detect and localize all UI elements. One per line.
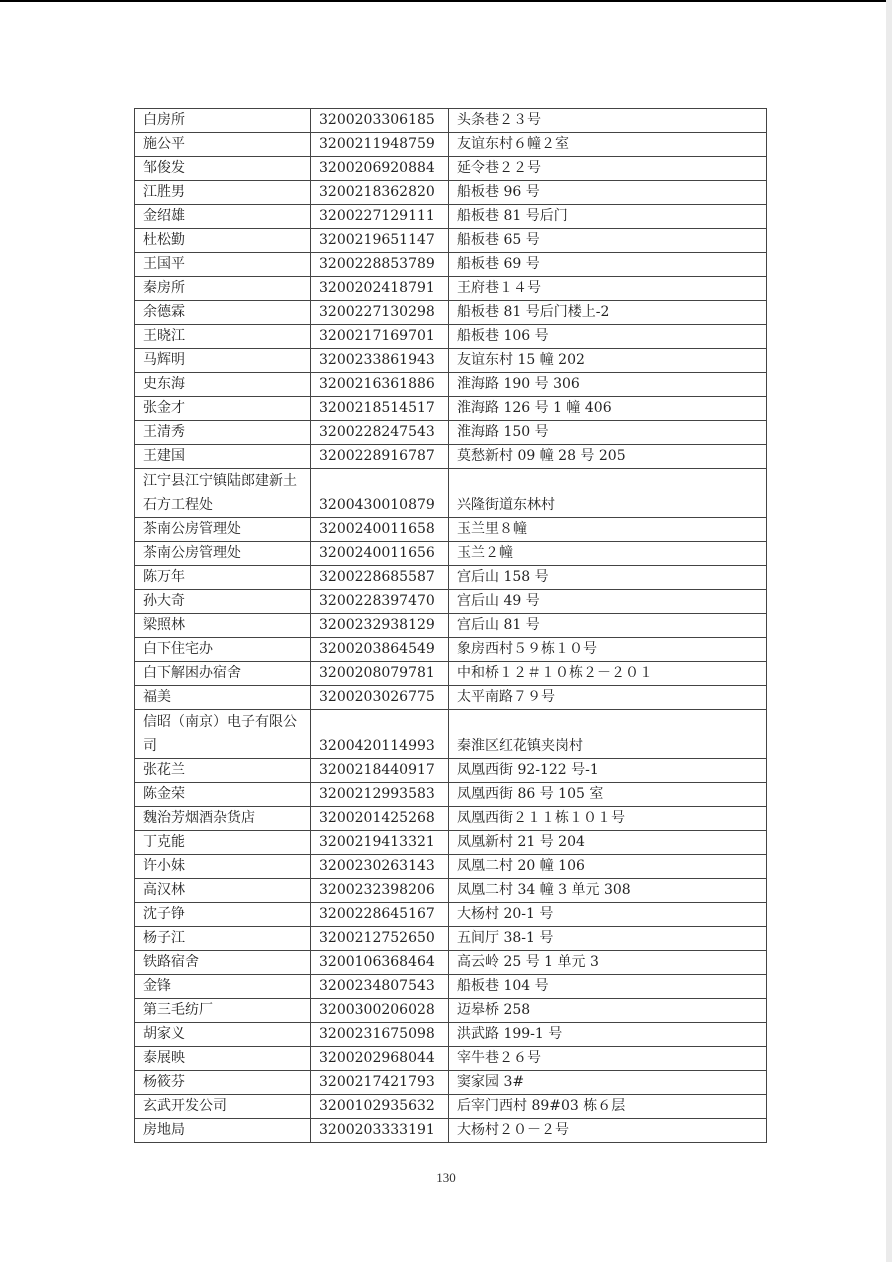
address-cell: 秦淮区红花镇夹岗村 <box>449 710 767 759</box>
address-cell: 五间厅 38-1 号 <box>449 927 767 951</box>
account-number-cell: 3200240011658 <box>311 518 449 542</box>
account-number-cell: 3200231675098 <box>311 1023 449 1047</box>
owner-name-cell: 茶南公房管理处 <box>135 518 311 542</box>
account-number-cell: 3200219651147 <box>311 229 449 253</box>
account-number-cell: 3200227129111 <box>311 205 449 229</box>
owner-name-cell: 金锋 <box>135 975 311 999</box>
owner-name-cell: 杨子江 <box>135 927 311 951</box>
table-row <box>135 879 767 903</box>
owner-name-cell: 王建国 <box>135 445 311 469</box>
address-cell: 凤凰西街 86 号 105 室 <box>449 783 767 807</box>
account-number-cell: 3200232938129 <box>311 614 449 638</box>
table-row <box>135 1023 767 1047</box>
account-number-cell: 3200106368464 <box>311 951 449 975</box>
address-cell: 高云岭 25 号 1 单元 3 <box>449 951 767 975</box>
owner-name-cell: 金绍雄 <box>135 205 311 229</box>
owner-name-cell: 泰展映 <box>135 1047 311 1071</box>
owner-name-cell: 白下解困办宿舍 <box>135 662 311 686</box>
table-row <box>135 759 767 783</box>
table-row <box>135 783 767 807</box>
account-number-cell: 3200420114993 <box>311 710 449 759</box>
records-table-body <box>135 109 767 1143</box>
table-row <box>135 807 767 831</box>
owner-name-cell: 梁照林 <box>135 614 311 638</box>
owner-name-cell: 邹俊发 <box>135 157 311 181</box>
owner-name-cell: 第三毛纺厂 <box>135 999 311 1023</box>
address-cell: 莫愁新村 09 幢 28 号 205 <box>449 445 767 469</box>
owner-name-cell: 陈金荣 <box>135 783 311 807</box>
table-row <box>135 951 767 975</box>
owner-name-cell: 张花兰 <box>135 759 311 783</box>
owner-name-cell: 玄武开发公司 <box>135 1095 311 1119</box>
account-number-cell: 3200230263143 <box>311 855 449 879</box>
table-row <box>135 181 767 205</box>
account-number-cell: 3200228645167 <box>311 903 449 927</box>
address-cell: 船板巷 104 号 <box>449 975 767 999</box>
owner-name-cell: 杨筱芬 <box>135 1071 311 1095</box>
owner-name-cell: 王国平 <box>135 253 311 277</box>
account-number-cell: 3200227130298 <box>311 301 449 325</box>
address-cell: 兴隆街道东林村 <box>449 469 767 518</box>
account-number-cell: 3200228397470 <box>311 590 449 614</box>
address-cell: 大杨村 20-1 号 <box>449 903 767 927</box>
address-cell: 玉兰２幢 <box>449 542 767 566</box>
table-row <box>135 229 767 253</box>
address-cell: 凤凰西街 92-122 号-1 <box>449 759 767 783</box>
table-row <box>135 157 767 181</box>
right-edge-shade <box>886 0 892 1262</box>
owner-name-cell: 余德霖 <box>135 301 311 325</box>
address-cell: 淮海路 126 号 1 幢 406 <box>449 397 767 421</box>
account-number-cell: 3200430010879 <box>311 469 449 518</box>
table-row <box>135 1119 767 1143</box>
address-cell: 船板巷 65 号 <box>449 229 767 253</box>
account-number-cell: 3200228853789 <box>311 253 449 277</box>
address-cell: 洪武路 199-1 号 <box>449 1023 767 1047</box>
account-number-cell: 3200211948759 <box>311 133 449 157</box>
account-number-cell: 3200218514517 <box>311 397 449 421</box>
table-row <box>135 542 767 566</box>
top-border-line <box>0 0 892 2</box>
address-cell: 凤凰新村 21 号 204 <box>449 831 767 855</box>
owner-name-cell: 杜松勤 <box>135 229 311 253</box>
table-row <box>135 109 767 133</box>
table-row <box>135 277 767 301</box>
owner-name-cell: 魏治芳烟酒杂货店 <box>135 807 311 831</box>
table-row <box>135 133 767 157</box>
table-row <box>135 638 767 662</box>
table-row <box>135 445 767 469</box>
owner-name-cell: 江胜男 <box>135 181 311 205</box>
owner-name-cell: 王清秀 <box>135 421 311 445</box>
table-row <box>135 710 767 759</box>
table-row <box>135 999 767 1023</box>
account-number-cell: 3200212752650 <box>311 927 449 951</box>
account-number-cell: 3200218362820 <box>311 181 449 205</box>
address-cell: 宫后山 81 号 <box>449 614 767 638</box>
owner-name-cell: 福美 <box>135 686 311 710</box>
address-cell: 后宰门西村 89#03 栋６层 <box>449 1095 767 1119</box>
owner-name-cell: 白下住宅办 <box>135 638 311 662</box>
address-cell: 凤凰二村 20 幢 106 <box>449 855 767 879</box>
account-number-cell: 3200228916787 <box>311 445 449 469</box>
account-number-cell: 3200234807543 <box>311 975 449 999</box>
address-cell: 宫后山 49 号 <box>449 590 767 614</box>
owner-name-cell: 铁路宿舍 <box>135 951 311 975</box>
account-number-cell: 3200218440917 <box>311 759 449 783</box>
account-number-cell: 3200233861943 <box>311 349 449 373</box>
owner-name-cell: 马辉明 <box>135 349 311 373</box>
account-number-cell: 3200203333191 <box>311 1119 449 1143</box>
address-cell: 船板巷 69 号 <box>449 253 767 277</box>
table-row <box>135 253 767 277</box>
owner-name-cell: 丁克能 <box>135 831 311 855</box>
owner-name-cell: 高汉林 <box>135 879 311 903</box>
table-row <box>135 831 767 855</box>
table-row <box>135 614 767 638</box>
table-row <box>135 662 767 686</box>
owner-name-cell: 王晓江 <box>135 325 311 349</box>
address-cell: 友谊东村 15 幢 202 <box>449 349 767 373</box>
address-cell: 凤凰西街２１１栋１０１号 <box>449 807 767 831</box>
table-row <box>135 590 767 614</box>
address-cell: 大杨村２０－２号 <box>449 1119 767 1143</box>
table-row <box>135 325 767 349</box>
account-number-cell: 3200102935632 <box>311 1095 449 1119</box>
table-row <box>135 1071 767 1095</box>
account-number-cell: 3200203306185 <box>311 109 449 133</box>
page-number: 130 <box>436 1170 456 1185</box>
owner-name-cell: 房地局 <box>135 1119 311 1143</box>
account-number-cell: 3200212993583 <box>311 783 449 807</box>
table-row <box>135 903 767 927</box>
address-cell: 窦家园 3# <box>449 1071 767 1095</box>
table-row <box>135 855 767 879</box>
address-cell: 迈皋桥 258 <box>449 999 767 1023</box>
account-number-cell: 3200217169701 <box>311 325 449 349</box>
table-row <box>135 397 767 421</box>
table-row <box>135 421 767 445</box>
table-row <box>135 975 767 999</box>
table-row <box>135 469 767 518</box>
owner-name-cell: 信昭（南京）电子有限公司 <box>135 710 311 759</box>
owner-name-cell: 沈子铮 <box>135 903 311 927</box>
account-number-cell: 3200206920884 <box>311 157 449 181</box>
address-cell: 太平南路７９号 <box>449 686 767 710</box>
account-number-cell: 3200232398206 <box>311 879 449 903</box>
account-number-cell: 3200203864549 <box>311 638 449 662</box>
address-cell: 中和桥１２＃１０栋２－２０１ <box>449 662 767 686</box>
address-cell: 头条巷２３号 <box>449 109 767 133</box>
owner-name-cell: 胡家义 <box>135 1023 311 1047</box>
table-row <box>135 566 767 590</box>
records-table <box>134 108 767 1143</box>
table-row <box>135 1095 767 1119</box>
account-number-cell: 3200203026775 <box>311 686 449 710</box>
owner-name-cell: 白房所 <box>135 109 311 133</box>
owner-name-cell: 茶南公房管理处 <box>135 542 311 566</box>
address-cell: 凤凰二村 34 幢 3 单元 308 <box>449 879 767 903</box>
owner-name-cell: 许小妹 <box>135 855 311 879</box>
owner-name-cell: 孙大奇 <box>135 590 311 614</box>
table-row <box>135 301 767 325</box>
table-row <box>135 349 767 373</box>
owner-name-cell: 江宁县江宁镇陆郎建新土石方工程处 <box>135 469 311 518</box>
address-cell: 友谊东村６幢２室 <box>449 133 767 157</box>
address-cell: 船板巷 81 号后门楼上-2 <box>449 301 767 325</box>
account-number-cell: 3200219413321 <box>311 831 449 855</box>
address-cell: 淮海路 190 号 306 <box>449 373 767 397</box>
account-number-cell: 3200228247543 <box>311 421 449 445</box>
account-number-cell: 3200217421793 <box>311 1071 449 1095</box>
table-row <box>135 205 767 229</box>
table-row <box>135 1047 767 1071</box>
address-cell: 淮海路 150 号 <box>449 421 767 445</box>
table-row <box>135 686 767 710</box>
address-cell: 宫后山 158 号 <box>449 566 767 590</box>
address-cell: 延令巷２２号 <box>449 157 767 181</box>
owner-name-cell: 史东海 <box>135 373 311 397</box>
account-number-cell: 3200208079781 <box>311 662 449 686</box>
owner-name-cell: 施公平 <box>135 133 311 157</box>
account-number-cell: 3200202418791 <box>311 277 449 301</box>
address-cell: 船板巷 81 号后门 <box>449 205 767 229</box>
account-number-cell: 3200300206028 <box>311 999 449 1023</box>
address-cell: 宰牛巷２６号 <box>449 1047 767 1071</box>
owner-name-cell: 张金才 <box>135 397 311 421</box>
table-row <box>135 373 767 397</box>
table-row <box>135 518 767 542</box>
account-number-cell: 3200201425268 <box>311 807 449 831</box>
table-row <box>135 927 767 951</box>
account-number-cell: 3200216361886 <box>311 373 449 397</box>
account-number-cell: 3200240011656 <box>311 542 449 566</box>
address-cell: 船板巷 96 号 <box>449 181 767 205</box>
account-number-cell: 3200202968044 <box>311 1047 449 1071</box>
account-number-cell: 3200228685587 <box>311 566 449 590</box>
owner-name-cell: 秦房所 <box>135 277 311 301</box>
address-cell: 王府巷１４号 <box>449 277 767 301</box>
address-cell: 玉兰里８幢 <box>449 518 767 542</box>
owner-name-cell: 陈万年 <box>135 566 311 590</box>
address-cell: 船板巷 106 号 <box>449 325 767 349</box>
address-cell: 象房西村５９栋１０号 <box>449 638 767 662</box>
